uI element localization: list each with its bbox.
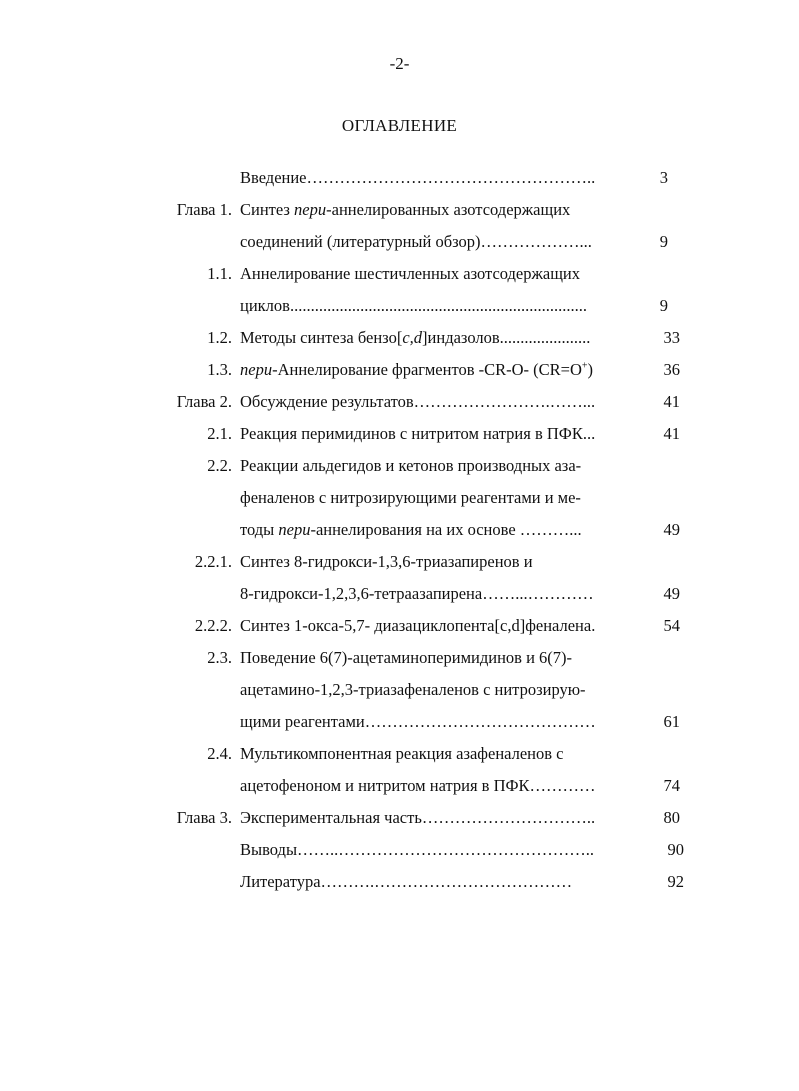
toc-line	[0, 518, 799, 542]
toc-entry-page: 90	[667, 840, 684, 859]
toc-entry-label: 2.2.1.	[194, 552, 232, 571]
toc-entry-text: Реакции альдегидов и кетонов производных аза-	[240, 456, 582, 475]
toc-entry-text: пери-Аннелирование фрагментов -CR-O- (CR=O+)	[240, 360, 594, 379]
toc-entry-page: 49	[663, 584, 680, 603]
toc-entry-page: 41	[663, 424, 680, 443]
toc-entry-label: 2.3.	[207, 648, 232, 667]
toc-entry-label: 2.1.	[207, 424, 232, 443]
toc-entry-page: 92	[667, 872, 684, 891]
toc-entry-text: Реакция перимидинов с нитритом натрия в ПФК...	[240, 424, 596, 443]
toc-entry-page: 74	[663, 776, 680, 795]
toc-entry-text: Экспериментальная часть…………………………..	[240, 808, 596, 827]
toc-entry-label: 1.2.	[207, 328, 232, 347]
toc-line	[0, 646, 799, 670]
toc-entry-text: ацетофеноном и нитритом натрия в ПФК…………	[240, 776, 596, 795]
toc-entry-label: 2.2.2.	[194, 616, 232, 635]
toc-line	[0, 838, 799, 862]
toc-entry-page: 49	[663, 520, 680, 539]
toc-line	[0, 166, 799, 190]
toc-entry-page: 3	[659, 168, 668, 187]
toc-line	[0, 710, 799, 734]
toc-entry-text: 8-гидрокси-1,2,3,6-тетраазапирена……...…………	[240, 584, 594, 603]
toc-entry-text: Мультикомпонентная реакция азафеналенов с	[240, 744, 564, 763]
toc-entry-text: Введение……………………………………………..	[240, 168, 596, 187]
toc-entry-text: Синтез 1-окса-5,7- диазациклопента[c,d]феналена.	[240, 616, 596, 635]
toc-entry-text: тоды пери-аннелирования на их основе ………...	[240, 520, 582, 539]
toc-line	[0, 742, 799, 766]
toc-entry-text: феналенов с нитрозирующими реагентами и ме-	[240, 488, 581, 507]
toc-entry-text: Обсуждение результатов…………………….……...	[240, 392, 596, 411]
toc-entry-page: 80	[663, 808, 680, 827]
toc-line	[0, 230, 799, 254]
toc-entry-text: Методы синтеза бензо[c,d]индазолов......................	[240, 328, 591, 347]
toc-entry-label: 1.1.	[207, 264, 232, 283]
toc-entry-page: 36	[663, 360, 680, 379]
toc-entry-text: Литература……….………………………………	[240, 872, 573, 891]
toc-line	[0, 294, 799, 318]
toc-line	[0, 582, 799, 606]
toc-line	[0, 262, 799, 286]
toc-entry-text: соединений (литературный обзор)………………...	[240, 232, 592, 251]
toc-entry-page: 54	[663, 616, 680, 635]
toc-entry-text: циклов........................................................................	[240, 296, 587, 315]
toc-title: ОГЛАВЛЕНИЕ	[341, 116, 458, 135]
toc-line	[0, 358, 799, 382]
toc-line	[0, 326, 799, 350]
toc-entry-label: Глава 3.	[176, 808, 232, 827]
toc-line	[0, 486, 799, 510]
toc-entry-label: 2.4.	[207, 744, 232, 763]
toc-line	[0, 550, 799, 574]
toc-line	[0, 870, 799, 894]
toc-line	[0, 774, 799, 798]
toc-line	[0, 678, 799, 702]
toc-line	[0, 422, 799, 446]
toc-entry-page: 9	[659, 296, 668, 315]
toc-entry-page: 61	[663, 712, 680, 731]
toc-line	[0, 806, 799, 830]
toc-entry-label: Глава 2.	[176, 392, 232, 411]
toc-entry-text: ацетамино-1,2,3-триазафеналенов с нитрозирую-	[240, 680, 586, 699]
toc-line	[0, 198, 799, 222]
toc-entry-text: Поведение 6(7)-ацетаминоперимидинов и 6(7)-	[240, 648, 573, 667]
toc-entry-page: 33	[663, 328, 680, 347]
toc-entry-label: Глава 1.	[176, 200, 232, 219]
toc-entry-page: 41	[663, 392, 680, 411]
toc-entry-text: Аннелирование шестичленных азотсодержащих	[240, 264, 581, 283]
toc-entry-text: Синтез 8-гидрокси-1,3,6-триазапиренов и	[240, 552, 533, 571]
toc-entry-text: Синтез пери-аннелированных азотсодержащих	[240, 200, 571, 219]
toc-line	[0, 614, 799, 638]
toc-entry-text: Выводы……..………………………………………..	[240, 840, 595, 859]
toc-entry-label: 1.3.	[207, 360, 232, 379]
page-number: -2-	[389, 54, 410, 73]
toc-entry-text: щими реагентами……………………………………	[240, 712, 596, 731]
toc-entry-label: 2.2.	[207, 456, 232, 475]
toc-entry-page: 9	[659, 232, 668, 251]
toc-line	[0, 454, 799, 478]
toc-line	[0, 390, 799, 414]
